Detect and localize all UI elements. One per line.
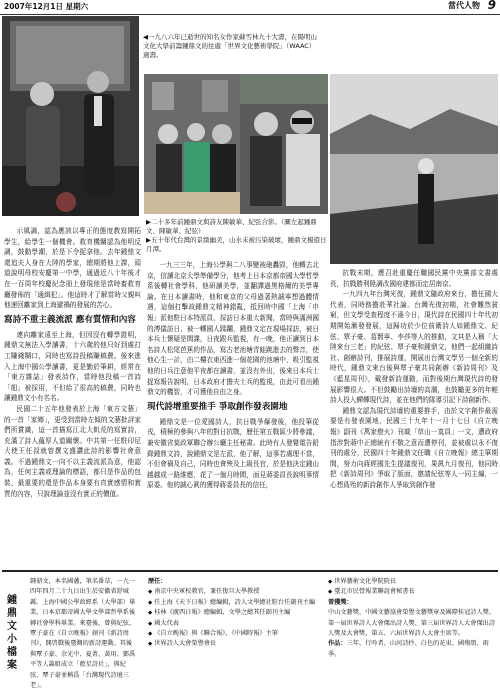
bullet-icon: ◆ [328,589,333,596]
col3-paragraph: 一九四九年台灣光復，鍾鼎文隨政府來台，擔任國大代表，同時務擔赴華社論。台灣光復初期，社會難然貧窮，但文學受查程度不遜今日，現代詩在民國四十年代初期開始漸發發展，這歸功於少位前衛詩人如鍾鼎文、紀弦、覃子豪、葛賢寧、李莎等人的推動，文其是人稱「大陸來台三老」的紀弦、覃子豪和鍾鼎文，他們一起組織詩社、創辦詩刊，推展詩運，開展出台灣文學另一個全新的時代，鍾鼎文來台後與覃子豪共同創辦《新詩周刊》及《藍星周刊》，戴發新詩運動，而對後期台灣現代詩的發展影響很大。不但鼓勵出詩壇的高潮，也鼓勵更多的年輕詩人投入蟬蟬現代詩，並在他們的隊導引記下詩創新作。 [330,290,498,405]
photo-group-room-image [144,74,240,214]
experience-item: 世界藝術文化學院院長 [334,578,397,585]
col3-paragraph: 抗戰末期，應召赴重慶任職國民黨中央黨部文書處長，抗戰勝利陞調改國府建都而定居南京。 [330,269,498,288]
experience-item: 《自立晚報》與《聯合報》、《中國時報》主筆 [154,630,278,638]
bullet-icon: ◆ [148,631,153,638]
profile-bio [30,577,138,691]
bullet-icon: ◆ [328,579,333,585]
works-text: 三年、行吟者、山河詩抄、白色的花束、國殤頌、雨季。 [328,640,489,658]
caption-middle-2: ▶五十年代台灣的景緻幽美，山水未被污染破壞，鍾鼎文楊遊日月潭。 [146,236,327,253]
experience-item: 南京中央軍校教官，兼任復旦大學教授 [154,588,260,596]
works-label: 作品： [328,640,347,648]
col1-paragraph: 示風調，認為應該以專正的態度教寫開拓學生，給學生一個機會。救育機關認為他明反調，鼓動學潮，於是下令捉拿他。去年鍾鼎文還追夫人身在大陸的學家，總期將他上課，頭道說明母校安慶第一中學，通過近八十年後才在一百周年校慶紀念冊上發現他是當時畜救育廳發佈的「通緝犯」。他這時才了解當時父親叫他速回離家到上海避禍的發展的苦心。 [4,227,141,310]
col1-paragraph: 連向離家遠至上海，但因沒有轉學證明，鍾鼎文無法入學讀書，十六歲的他只好到處打工賺錢糊口，同時也寫詩投稿賺稿費。後來進入上海中國公學讀書，更是勤於筆耕，經常在「東方雜誌」發表詩作，當時他投稿一首詩「船」被採用，不但給了很高的稿費，同時也讓鍾鼎文小有名名。 [4,330,141,403]
page-header [0,0,500,15]
profile-title-band [2,572,24,693]
experience-item: 世界詩人大會榮譽會長 [154,640,217,648]
experience-item: 桂林《廣西日報》總編輯，文學之總其任副刊主編 [154,609,291,617]
article-column-1 [4,226,141,568]
experience-item: 臺北市民營報業聯誼會秘書長 [334,588,415,596]
article-column-3 [330,268,498,568]
experience-label: 歷任： [148,578,167,585]
experience-item: 國大代表 [154,619,179,627]
photo-two-men-image [240,74,328,214]
photo-couple-doorway-image [2,16,139,216]
col2-paragraph: 鍾鼎文是一位愛國詩人，抗日戰爭爆發後，他投筆從戎，積極的參與八年的對日抗戰，歷任第五戰區少將參議，兼安徽省莫政軍聯合辦公廳主任秘書。此時有人發覺電告鉛錄鍾鼎文詩，說鍾鼎文是左派，他了解，這事若處理不當，不但會禍及自己，同時也會殃及上級長官，於是他決定鍾山越越成一路維應，花了一個月時間，面見蔣委員長說明事情原委。他的誠心眞的獲得蔣委員長的信任， [147,417,319,490]
caption-middle-1: ▶二十多年前鍾鼎文與詩友陳敏華、紀弦合影。（圖左起鍾鼎文、陳敏華、紀弦） [146,218,317,235]
col1-subhead: 寫詩不重主義流派 應有質情和內容 [4,314,136,325]
header-date: 2007年12月1日 星期六 [4,2,89,11]
bullet-icon: ◆ [148,620,153,627]
magazine-name: 當代人物 [448,1,480,10]
photo-two-men [240,74,328,214]
profile-title: 鍾鼎文小檔案 [7,595,17,671]
bullet-icon: ◆ [148,599,153,606]
col3-paragraph: 鍾鼎文認為現代詩壇的重要推手，由於文字創作最需要是有發表園地，民國三十九年十一月十七日《自立晚報》副刊《萬家燈火》刊載「草山一寞員」一文，遭政府指涉對蔣中正總統有不敬之意而遭停刊，並被處以永不復刊的處分，民國四十年鍾鼎文任職《自立晚報》總主筆期間，努力向蔣經國先生提議復刊，果眞九月復刊，他同時把《新詩周刊》爭取了版面，邀請紀弦等人一同主編，一心想爲殆的新詩創作人爭取到創作發 [330,406,498,489]
article-column-2 [147,260,319,568]
awards-text: 中山文藝獎、中國文藝協會榮譽文藝獎章及國際桂冠詩人獎、第一届世界詩人大會傑出詩人獎、第三届世界詩人大會傑出詩人獎及大會獎，第五、六届世界詩人大會主席等。 [328,609,496,638]
caption-top-right [143,33,321,60]
bullet-icon: ◆ [148,641,153,648]
caption-middle [146,218,328,254]
col2-paragraph: 一九三三年，上海公學與二八事變被砲轟毀，他轉去北京，信讀北京大學準備學分，他考上日本京都帝國大學哲學系後轉社會學科，他研讀美學，並翻譯過黑格爾的美學專論。在日本讀書時，他和東京的父母過著熱誠寧想過體情遇，這個打擊故鍾鼎文精神錯亂，抵回時中國「上海「申報」派他駐日本特派員，採訪日本重大新聞，當時與滿洲國的溥儀訪日，被一轉國人蹂躪，鍾鼎文定在現場採訪，被日本兵士懷疑是間諜，日夜跟兵監視，有一晚，他正讀到日本名詩人松尾芭蕉的作品，寫古老池塘青蛙跳進去的聲音，使他心生一計，由二樓衣東西進一個花園的池塘中，吸引監視他的日兵注意他平夜都在讀書，並沒有外出，後來日本兵士捉寫報告說明，日本政府才擔夫士兵的監視，由此可看出鍾鼎文的機智，才可獲他自由之身。 [147,261,319,397]
awards-label: 曾獲獎： [328,598,353,606]
caption-text: ◀一九八六年已逝世的知名女作家蘇雪林九十大壽，在陽明山文化大學前籌鍾鼎文的住處「世界文化藝術學院」（WAAC）過壽。 [143,33,317,59]
page-number: 9 [487,0,496,12]
photo-group-room [144,74,240,214]
photo-sun-moon-lake [330,74,498,264]
bullet-icon: ◆ [148,589,153,596]
photo-couple-doorway [2,16,139,216]
profile-awards [328,577,496,691]
col1-paragraph: 民國二十五年他發表於上海「東方文藝」的一首「家鄉」，更受到當時左傾的文藝批評家們所賞識，這一首描寫江北大飢荒的寫實詩，充滿了詩人蘊厚人道關懷。中共第一任駐印尼大使王任叔就曾撰文盛讚此詩的影響社會意義。不過鍾鼎文一向不以主義流派為意，他認為，任何主義或理論的標語，都只是作品的包裝，最重要的還是作品本身要有真實感情和實質的內容，只說理論並沒有實正的價值。 [4,404,141,498]
photo-sun-moon-lake-image [330,74,498,264]
profile-experience [148,577,318,691]
profile-box [2,570,498,693]
profile-bio-text: 鍾鼎文，本名國藩，筆名番草，一九一四年四月二十九日出生於安徽省舒城縣。上海中國公學政經系（大學部）畢業，日本京都帝國大學文學部哲學系後轉社會學科畢業。來臺後，曾與紀弦、覃子豪在《自立晚報》創刊《新詩周刊》，開啓戰後臺灣的新詩運動。其後與覃子豪、余光中、夏菁、黃用、鄧禹平等人籌組成立「藍星詩社」，與紀弦、覃子豪並稱爲「台灣現代詩壇三老」。 [30,578,136,690]
experience-item: 任上海《天下日報》總編輯，詩人文學總社駐台任副刊主編 [154,598,316,606]
bullet-icon: ◆ [148,610,153,617]
col2-subhead: 現代詩增重要推手 爭取創作發表園地 [147,401,288,412]
